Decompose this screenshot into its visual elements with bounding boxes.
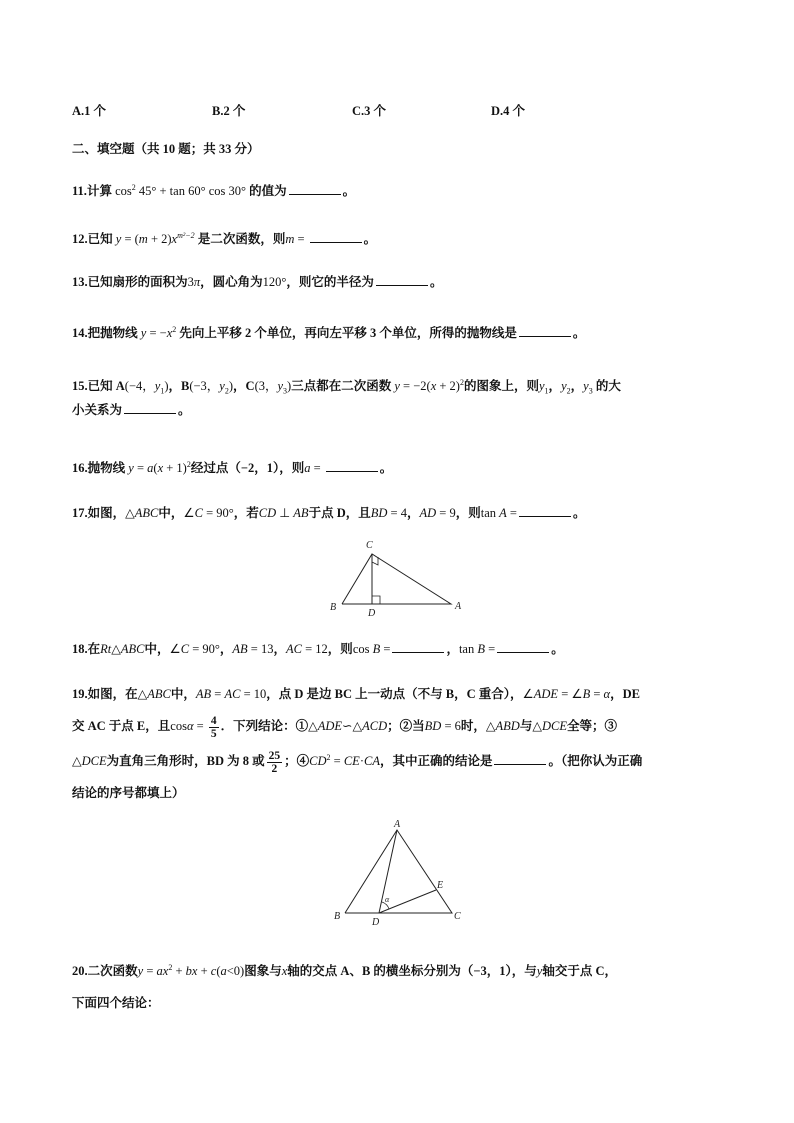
answer-blank	[497, 640, 549, 653]
question-12: 12.已知 $y = (m + 2)x^{m^2-2}$ 是二次函数，则m = 。	[72, 231, 377, 247]
option-c: C.3 个	[352, 104, 387, 118]
answer-blank	[519, 504, 571, 517]
question-18: 18.在Rt△ABC中，∠C = 90°，AB = 13，AC = 12，则cos B = ，tan B = 。	[72, 642, 564, 656]
question-14: 14.把抛物线 $y = -x^2$ 先向上平移 2 个单位，再向左平移 3 个单位，所得的抛物线是 。	[72, 325, 586, 341]
section-title: 二、填空题（共 10 题；共 33 分）	[72, 142, 260, 156]
question-11: 11.计算 $\cos^2 45^\circ + \tan 60^\circ$ cos 30° 的值为 。	[72, 183, 356, 199]
option-b: B.2 个	[212, 104, 246, 118]
answer-blank	[289, 182, 341, 195]
question-17: 17.如图，△ABC中，∠C = 90°，若CD ⊥ AB于点 D，且BD = 4，AD = 9，则tan A = 。	[72, 506, 586, 520]
answer-blank	[376, 273, 428, 286]
label-e: E	[437, 880, 444, 891]
answer-blank	[124, 401, 176, 414]
label-c: C	[454, 911, 461, 922]
figure-19-triangle	[325, 818, 470, 930]
answer-blank	[310, 230, 362, 243]
question-19: 19.如图，在△ABC中，AB = AC = 10，点 D 是边 BC 上一动点（不与 B，C 重合），∠ADE = ∠B = α，DE 交 AC 于点 E，且cosα = $\frac{4}{5}$ ．下列结论：①△ADE∽△ACD；②当BD = 6时，△ABD与△DCE全等；③ △DCE为直角三角形时，BD 为 8 或 $\frac{25}{2}$ ；$④CD^2 = CE\cdot CA$，其中正确的结论是 。（把你认为正确 结论的序号都填上）	[72, 687, 643, 801]
label-d: D	[368, 608, 376, 617]
figure-17-triangle	[320, 535, 470, 617]
label-c: C	[366, 540, 373, 551]
label-b: B	[330, 602, 337, 613]
label-d: D	[372, 917, 380, 928]
question-16: 16.抛物线 $y = a(x + 1)^2$经过点（−2，1），则a = 。	[72, 460, 393, 476]
label-a: A	[455, 601, 462, 612]
option-d: D.4 个	[491, 104, 526, 118]
question-20: 20.二次函数$y = ax^2$ + bx + c(a<0)图象与x轴的交点 A、B 的横坐标分别为（−3，1），与y轴交于点 C， 下面四个结论：	[72, 963, 618, 1011]
question-15: 15.已知 A(−4，$y_1$)，B(−3，$y_2$)，C(3，$y_3$)三点都在二次函数 $y = -2(x + 2)^2$的图象上，则$y_1$，$y_2$，$y_3$ 的大 小关系为 。	[72, 378, 621, 417]
answer-blank	[392, 640, 444, 653]
label-b: B	[334, 911, 341, 922]
label-a: A	[394, 819, 401, 830]
option-a: A.1 个	[72, 104, 107, 118]
label-alpha: α	[385, 895, 390, 904]
answer-blank	[519, 324, 571, 337]
answer-blank	[326, 459, 378, 472]
question-13: 13.已知扇形的面积为3π，圆心角为120°，则它的半径为 。	[72, 275, 443, 289]
answer-blank	[494, 752, 546, 765]
